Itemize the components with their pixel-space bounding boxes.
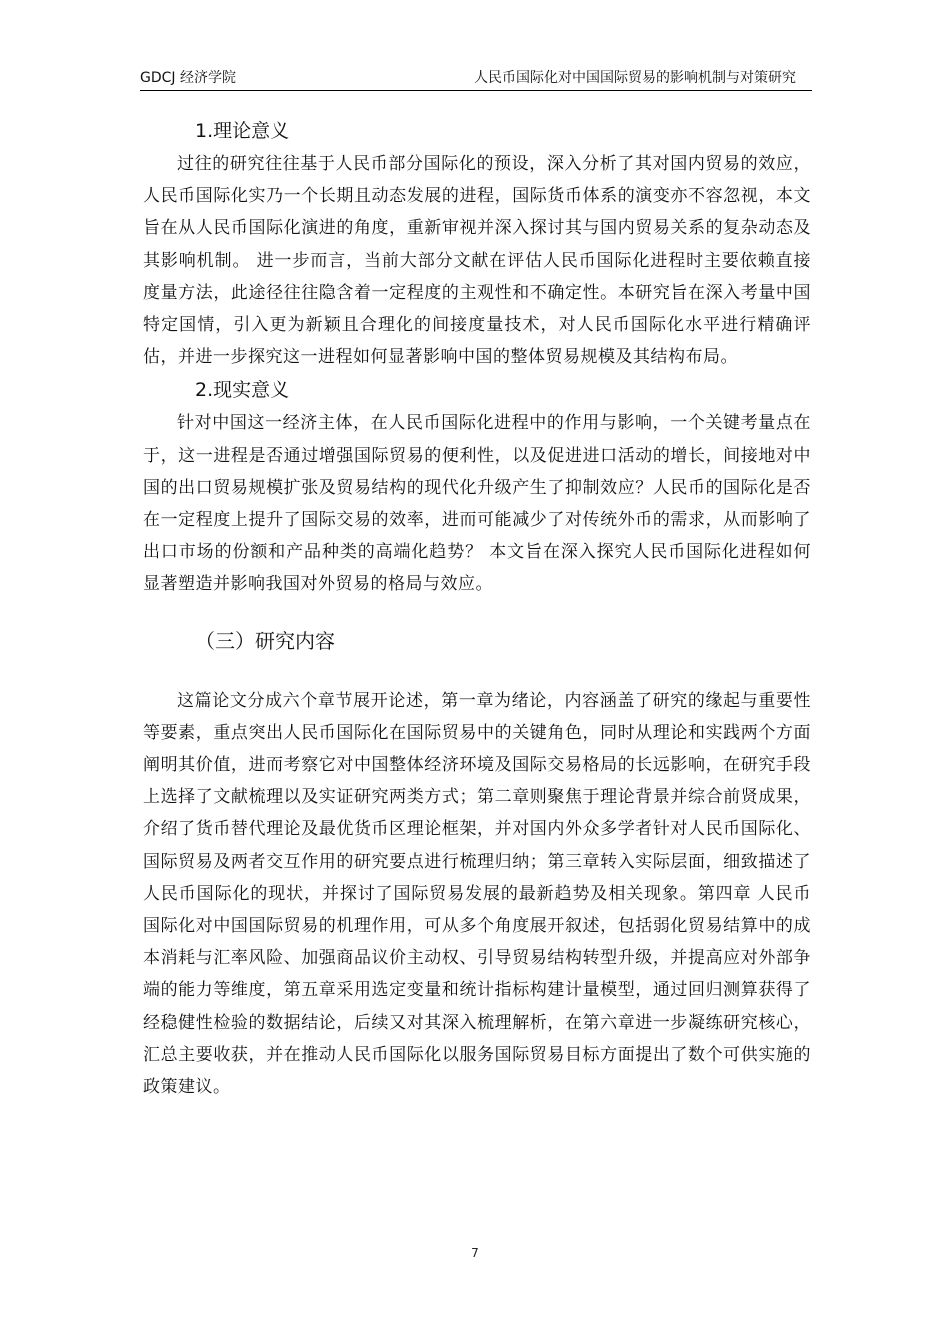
page-number: 7 — [471, 1246, 479, 1260]
theory-significance-paragraph: 过往的研究往往基于人民币部分国际化的预设，深入分析了其对国内贸易的效应，人民币国际化实乃一个长期且动态发展的进程，国际货币体系的演变亦不容忽视，本文旨在从人民币国际化演进的角度，重新审视并深入探讨其与国内贸易关系的复杂动态及其影响机制。 进一步而言，当前大部分文献在评估人民币国际化进程时主要依赖直接度量方法，此途径往往隐含着一定程度的主观性和不确定性。本研究旨在深入考量中国特定国情，引入更为新颖且合理化的间接度量技术，对人民币国际化水平进行精确评估，并进一步探究这一进程如何显著影响中国的整体贸易规模及其结构布局。 — [143, 154, 811, 368]
page-body — [143, 114, 811, 1103]
header-school-name: GDCJ 经济学院 — [140, 70, 236, 86]
theory-significance-heading: 1.理论意义 — [195, 120, 290, 142]
practical-significance-paragraph: 针对中国这一经济主体，在人民币国际化进程中的作用与影响，一个关键考量点在于，这一进程是否通过增强国际贸易的便利性，以及促进进口活动的增长，间接地对中国的出口贸易规模扩张及贸易结构的现代化升级产生了抑制效应？人民币的国际化是否在一定程度上提升了国际交易的效率，进而可能减少了对传统外币的需求，从而影响了出口市场的份额和产品种类的高端化趋势？ 本文旨在深入探究人民币国际化进程如何显著塑造并影响我国对外贸易的格局与效应。 — [143, 413, 811, 595]
section-spacer — [143, 601, 811, 623]
section-spacer — [143, 659, 811, 685]
research-content-paragraph: 这篇论文分成六个章节展开论述，第一章为绪论，内容涵盖了研究的缘起与重要性等要素，重点突出人民币国际化在国际贸易中的关键角色，同时从理论和实践两个方面阐明其价值，进而考察它对中国整体经济环境及国际交易格局的长远影响，在研究手段上选择了文献梳理以及实证研究两类方式；第二章则聚焦于理论背景并综合前贤成果，介绍了货币替代理论及最优货币区理论框架，并对国内外众多学者针对人民币国际化、国际贸易及两者交互作用的研究要点进行梳理归纳；第三章转入实际层面，细致描述了人民币国际化的现状，并探讨了国际贸易发展的最新趋势及相关现象。第四章 人民币国际化对中国国际贸易的机理作用，可从多个角度展开叙述，包括弱化贸易结算中的成本消耗与汇率风险、加强商品议价主动权、引导贸易结构转型升级，并提高应对外部争端的能力等维度，第五章采用选定变量和统计指标构建计量模型，通过回归测算获得了经稳健性检验的数据结论，后续又对其深入梳理解析，在第六章进一步凝练研究核心，汇总主要收获，并在推动人民币国际化以服务国际贸易目标方面提出了数个可供实施的政策建议。 — [143, 690, 811, 1098]
practical-significance-heading: 2.现实意义 — [195, 379, 290, 402]
research-content-heading: （三）研究内容 — [195, 628, 335, 653]
running-header — [140, 66, 812, 91]
header-thesis-title: 人民币国际化对中国国际贸易的影响机制与对策研究 — [474, 70, 796, 86]
